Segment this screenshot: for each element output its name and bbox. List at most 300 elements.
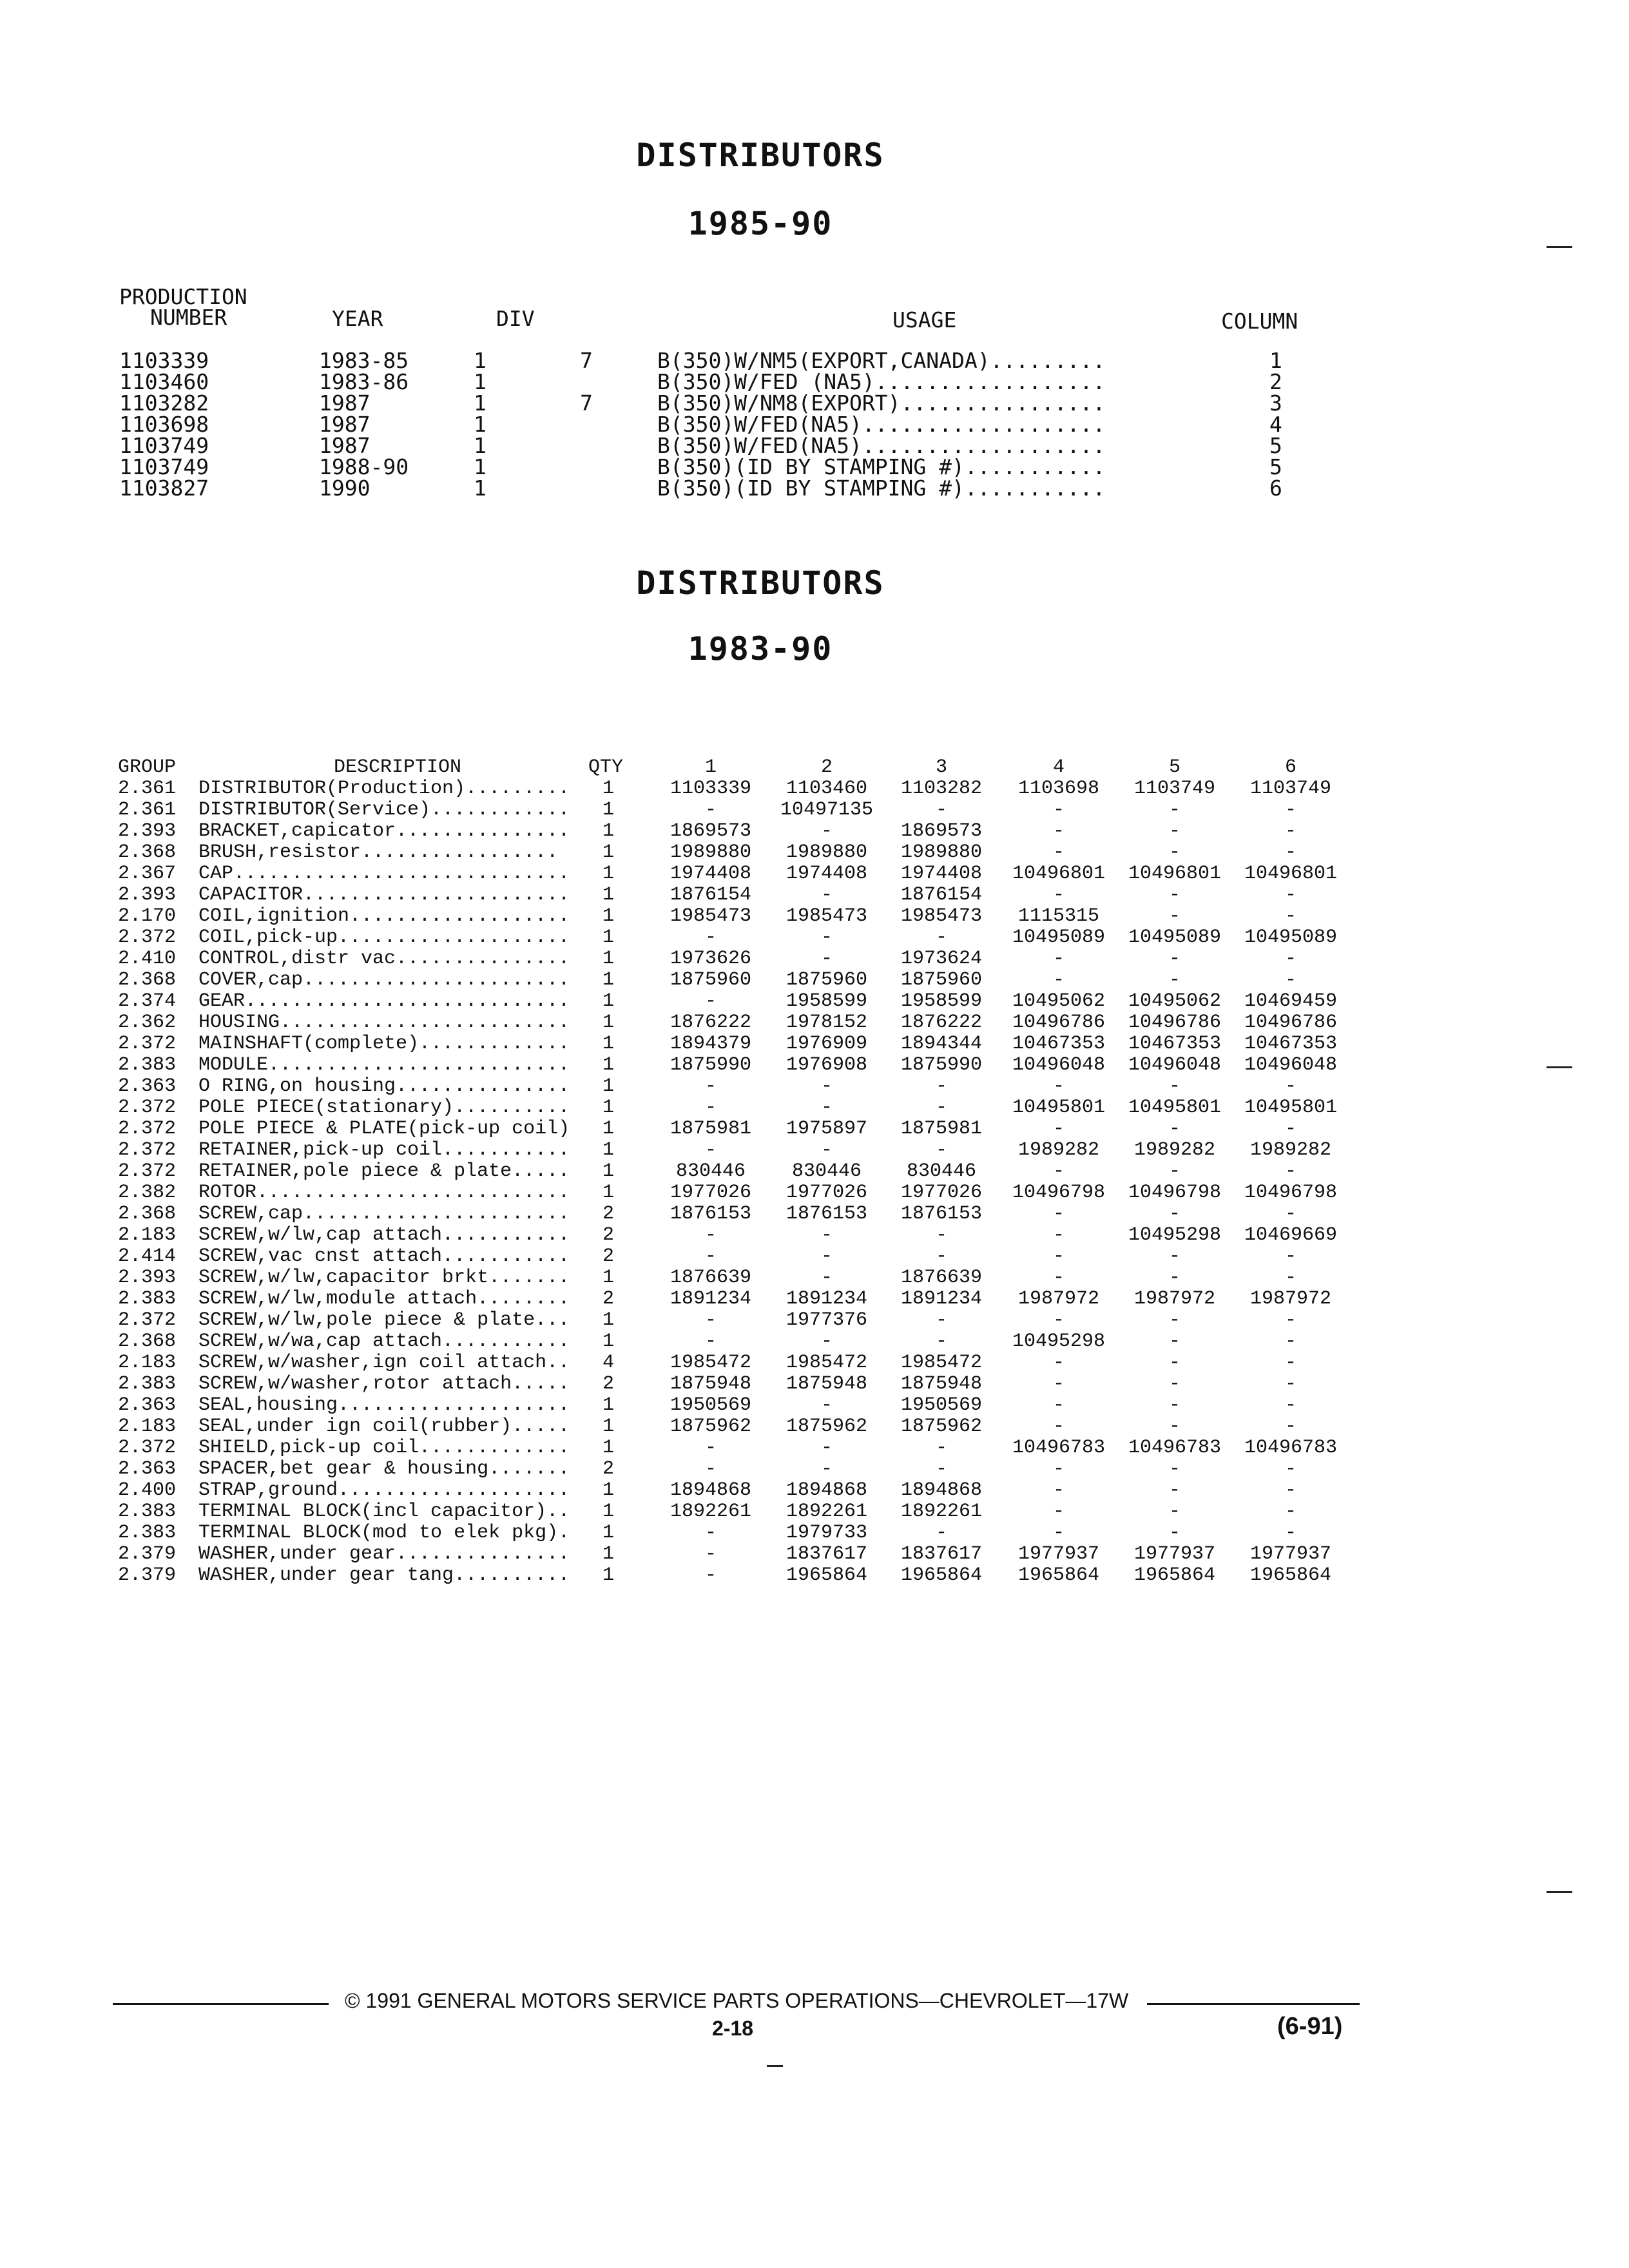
quantity: 2 — [602, 1373, 615, 1395]
col-3-part: 1876153 — [900, 1203, 983, 1225]
col-5-part: - — [1168, 884, 1181, 906]
part-description: MAINSHAFT(complete)............. — [198, 1033, 570, 1055]
col-3-part: 830446 — [906, 1160, 977, 1182]
col-5-part: 10496048 — [1128, 1054, 1222, 1076]
col-3-part: - — [935, 799, 947, 821]
table-row — [118, 1119, 1355, 1140]
col-6-part: - — [1284, 1501, 1296, 1523]
part-description: CONTROL,distr vac............... — [198, 948, 570, 970]
table-row — [118, 1310, 1355, 1331]
col-3-part: 1977026 — [900, 1182, 983, 1204]
table-row — [118, 1331, 1355, 1352]
group-number: 2.368 — [118, 1203, 177, 1225]
quantity: 1 — [602, 927, 615, 948]
col-6-part: - — [1284, 1118, 1296, 1140]
col-3-part: 1837617 — [900, 1543, 983, 1565]
col-6-part: - — [1284, 1522, 1296, 1544]
part-description: POLE PIECE(stationary).......... — [198, 1097, 570, 1119]
table-row — [118, 863, 1355, 885]
col-1-part: - — [704, 1224, 717, 1246]
year: 1983-86 — [319, 369, 409, 394]
col-4-part: 1977937 — [1017, 1543, 1100, 1565]
col-5-part: - — [1168, 1373, 1181, 1395]
col-1-part: - — [704, 1331, 717, 1352]
col-1-part: 1875962 — [670, 1416, 752, 1437]
col-5-part: - — [1168, 1245, 1181, 1267]
part-description: RETAINER,pole piece & plate..... — [198, 1160, 570, 1182]
group-number: 2.363 — [118, 1458, 177, 1480]
part-description: TERMINAL BLOCK(incl capacitor).. — [198, 1501, 570, 1523]
group-number: 2.372 — [118, 1118, 177, 1140]
margin-mark — [1547, 1066, 1572, 1068]
col-1-part: 1103339 — [670, 778, 752, 800]
col-6-part: - — [1284, 799, 1296, 821]
section1-title: DISTRIBUTORS — [636, 137, 885, 174]
col-2-part: - — [820, 1245, 833, 1267]
section1-years: 1985-90 — [688, 205, 833, 242]
col-4-part: - — [1052, 1394, 1065, 1416]
table-row — [118, 1097, 1355, 1119]
part-description: SCREW,cap....................... — [198, 1203, 570, 1225]
group-number: 2.393 — [118, 884, 177, 906]
quantity: 1 — [602, 1182, 615, 1204]
group-number: 2.372 — [118, 1033, 177, 1055]
col-5-part: - — [1168, 948, 1181, 970]
col-3-part: - — [935, 1458, 947, 1480]
col-2-part: - — [820, 1267, 833, 1289]
production-row — [119, 414, 1344, 435]
col-4-part: - — [1052, 1501, 1065, 1523]
part-description: STRAP,ground.................... — [198, 1479, 570, 1501]
col-1-part: 1876639 — [670, 1267, 752, 1289]
table-row — [118, 1437, 1355, 1459]
div: 1 — [474, 390, 487, 416]
group-number: 2.183 — [118, 1224, 177, 1246]
quantity: 1 — [602, 1394, 615, 1416]
table-row — [118, 885, 1355, 906]
table-row — [118, 948, 1355, 970]
footer-rule-right — [1147, 2003, 1360, 2005]
production-row — [119, 392, 1344, 414]
quantity: 1 — [602, 1139, 615, 1161]
div: 1 — [474, 476, 487, 501]
col-6-part: - — [1284, 1245, 1296, 1267]
col-6-part: 10495801 — [1244, 1097, 1338, 1119]
table-row — [118, 906, 1355, 927]
col-3-part: 1103282 — [900, 778, 983, 800]
usage: B(350)W/NM8(EXPORT)................ — [657, 390, 1106, 416]
col-5-part: - — [1168, 1267, 1181, 1289]
col-6-part: - — [1284, 905, 1296, 927]
quantity: 1 — [602, 1331, 615, 1352]
col-5-part: - — [1168, 1118, 1181, 1140]
production-number: 1103749 — [119, 454, 209, 479]
col-2-part: - — [820, 1097, 833, 1119]
parts-header-row — [118, 757, 1355, 778]
col-2-part: - — [820, 1331, 833, 1352]
col-6-part: - — [1284, 1203, 1296, 1225]
col-3-part: 1875962 — [900, 1416, 983, 1437]
group-number: 2.383 — [118, 1522, 177, 1544]
col-2-part: - — [820, 1394, 833, 1416]
col-1-part: 1875960 — [670, 969, 752, 991]
col-1-part: 1869573 — [670, 820, 752, 842]
col-6-part: - — [1284, 1309, 1296, 1331]
header-col-6: 6 — [1284, 756, 1296, 778]
col-1-part: 830446 — [675, 1160, 746, 1182]
group-number: 2.183 — [118, 1352, 177, 1374]
col-3-part: 1876222 — [900, 1012, 983, 1033]
col-4-part: 10495062 — [1012, 990, 1106, 1012]
part-description: SCREW,w/wa,cap attach........... — [198, 1331, 570, 1352]
table-row — [118, 1544, 1355, 1565]
column: 5 — [1269, 433, 1282, 458]
quantity: 1 — [602, 1160, 615, 1182]
header-group: GROUP — [118, 756, 177, 778]
col-5-part: 10496786 — [1128, 1012, 1222, 1033]
part-description: TERMINAL BLOCK(mod to elek pkg). — [198, 1522, 570, 1544]
part-description: SHIELD,pick-up coil............. — [198, 1437, 570, 1459]
col-5-part: 10496798 — [1128, 1182, 1222, 1204]
group-number: 2.368 — [118, 969, 177, 991]
part-description: WASHER,under gear............... — [198, 1543, 570, 1565]
table-row — [118, 1012, 1355, 1033]
col-5-part: 10495298 — [1128, 1224, 1222, 1246]
year: 1987 — [319, 412, 371, 437]
col-1-part: 1894379 — [670, 1033, 752, 1055]
group-number: 2.372 — [118, 1097, 177, 1119]
col-1-part: 1892261 — [670, 1501, 752, 1523]
col-6-part: 10495089 — [1244, 927, 1338, 948]
col-5-part: - — [1168, 1458, 1181, 1480]
quantity: 1 — [602, 1033, 615, 1055]
production-number: 1103282 — [119, 390, 209, 416]
col-4-part: - — [1052, 1373, 1065, 1395]
div: 1 — [474, 369, 487, 394]
table-row — [118, 1033, 1355, 1055]
col-1-part: - — [704, 1437, 717, 1459]
col-4-part: - — [1052, 820, 1065, 842]
col-1-part: - — [704, 1309, 717, 1331]
col-4-part: 10495089 — [1012, 927, 1106, 948]
table-row — [118, 1267, 1355, 1289]
col-5-part: - — [1168, 1501, 1181, 1523]
footer-rule-left — [113, 2003, 329, 2005]
part-description: BRACKET,capicator............... — [198, 820, 570, 842]
usage: B(350)(ID BY STAMPING #)........... — [657, 476, 1106, 501]
col-1-part: 1977026 — [670, 1182, 752, 1204]
part-description: SCREW,w/lw,cap attach........... — [198, 1224, 570, 1246]
col-5-part: - — [1168, 820, 1181, 842]
production-row — [119, 371, 1344, 392]
col-1-part: 1894868 — [670, 1479, 752, 1501]
part-description: CAPACITOR....................... — [198, 884, 570, 906]
quantity: 2 — [602, 1224, 615, 1246]
quantity: 4 — [602, 1352, 615, 1374]
col-6-part: 10469459 — [1244, 990, 1338, 1012]
col-2-part: - — [820, 927, 833, 948]
quantity: 2 — [602, 1245, 615, 1267]
col-5-part: 10495089 — [1128, 927, 1222, 948]
col-6-part: 1989282 — [1249, 1139, 1332, 1161]
col-4-part: - — [1052, 1203, 1065, 1225]
quantity: 1 — [602, 1118, 615, 1140]
col-1-part: 1985473 — [670, 905, 752, 927]
year: 1987 — [319, 390, 371, 416]
table-row — [118, 1501, 1355, 1523]
year: 1983-85 — [319, 348, 409, 373]
group-number: 2.372 — [118, 1160, 177, 1182]
div: 1 — [474, 433, 487, 458]
col-5-part: - — [1168, 1075, 1181, 1097]
col-6-part: 10496801 — [1244, 863, 1338, 885]
group-number: 2.372 — [118, 1139, 177, 1161]
group-number: 2.379 — [118, 1543, 177, 1565]
col-6-part: 10496786 — [1244, 1012, 1338, 1033]
group-number: 2.183 — [118, 1416, 177, 1437]
part-description: ROTOR........................... — [198, 1182, 570, 1204]
col-3-part: - — [935, 1097, 947, 1119]
quantity: 1 — [602, 905, 615, 927]
quantity: 1 — [602, 1309, 615, 1331]
group-number: 2.414 — [118, 1245, 177, 1267]
header-col-3: 3 — [935, 756, 947, 778]
col-3-part: 1875948 — [900, 1373, 983, 1395]
col-2-part: 1876153 — [786, 1203, 868, 1225]
col-6-part: - — [1284, 820, 1296, 842]
col-5-part: 1987972 — [1133, 1288, 1216, 1310]
quantity: 1 — [602, 1522, 615, 1544]
header-usage: USAGE — [892, 307, 957, 332]
col-6-part: 10469669 — [1244, 1224, 1338, 1246]
section2-title: DISTRIBUTORS — [636, 564, 885, 602]
col-5-part: - — [1168, 1160, 1181, 1182]
col-6-part: - — [1284, 948, 1296, 970]
table-row — [118, 1204, 1355, 1225]
col-2-part: - — [820, 1075, 833, 1097]
header-col-5: 5 — [1168, 756, 1181, 778]
col-4-part: - — [1052, 1416, 1065, 1437]
margin-mark — [767, 2065, 783, 2067]
col-2-part: - — [820, 1224, 833, 1246]
footer-page-number: 2-18 — [712, 2017, 754, 2040]
col-6-part: - — [1284, 1458, 1296, 1480]
col-5-part: 10496801 — [1128, 863, 1222, 885]
production-number: 1103698 — [119, 412, 209, 437]
col-5-part: - — [1168, 841, 1181, 863]
part-description: SEAL,under ign coil(rubber)..... — [198, 1416, 570, 1437]
col-3-part: 1985472 — [900, 1352, 983, 1374]
col-4-part: - — [1052, 1245, 1065, 1267]
col-6-part: 1987972 — [1249, 1288, 1332, 1310]
col-6-part: - — [1284, 1160, 1296, 1182]
col-2-part: - — [820, 948, 833, 970]
col-4-part: - — [1052, 948, 1065, 970]
col-4-part: - — [1052, 1160, 1065, 1182]
col-2-part: 1989880 — [786, 841, 868, 863]
col-3-part: 1875960 — [900, 969, 983, 991]
table-row — [118, 1076, 1355, 1097]
column: 6 — [1269, 476, 1282, 501]
col-3-part: 1892261 — [900, 1501, 983, 1523]
group-number: 2.363 — [118, 1075, 177, 1097]
group-number: 2.368 — [118, 841, 177, 863]
quantity: 1 — [602, 1012, 615, 1033]
col-2-part: 1975897 — [786, 1118, 868, 1140]
col-1-part: - — [704, 799, 717, 821]
table-row — [118, 1395, 1355, 1416]
quantity: 1 — [602, 1097, 615, 1119]
col-3-part: 1965864 — [900, 1564, 983, 1586]
col-5-part: - — [1168, 905, 1181, 927]
production-number: 1103827 — [119, 476, 209, 501]
part-description: HOUSING......................... — [198, 1012, 570, 1033]
quantity: 2 — [602, 1288, 615, 1310]
header-col-4: 4 — [1052, 756, 1065, 778]
table-row — [118, 1374, 1355, 1395]
part-description: BRUSH,resistor................. — [198, 841, 559, 863]
col-6-part: - — [1284, 1479, 1296, 1501]
group-number: 2.393 — [118, 820, 177, 842]
usage: B(350)W/FED(NA5)................... — [657, 433, 1106, 458]
col-2-part: 10497135 — [780, 799, 874, 821]
col-2-part: - — [820, 1437, 833, 1459]
col-6-part: - — [1284, 1416, 1296, 1437]
usage: B(350)W/NM5(EXPORT,CANADA)......... — [657, 348, 1106, 373]
col-1-part: 1876153 — [670, 1203, 752, 1225]
table-row — [118, 1140, 1355, 1161]
quantity: 1 — [602, 863, 615, 885]
col-5-part: - — [1168, 969, 1181, 991]
header-production-line2: NUMBER — [150, 305, 227, 330]
col-1-part: 1875948 — [670, 1373, 752, 1395]
col-4-part: - — [1052, 1309, 1065, 1331]
col-4-part: - — [1052, 1075, 1065, 1097]
production-number: 1103749 — [119, 433, 209, 458]
col-1-part: - — [704, 1564, 717, 1586]
part-description: SCREW,w/lw,pole piece & plate... — [198, 1309, 570, 1331]
header-description: DESCRIPTION — [334, 756, 462, 778]
col-4-part: 1115315 — [1017, 905, 1100, 927]
col-5-part: 10495801 — [1128, 1097, 1222, 1119]
section2-years: 1983-90 — [688, 630, 833, 668]
col-4-part: - — [1052, 969, 1065, 991]
col-3-part: 1876154 — [900, 884, 983, 906]
col-4-part: - — [1052, 799, 1065, 821]
part-description: COIL,ignition................... — [198, 905, 570, 927]
col-4-part: 10496786 — [1012, 1012, 1106, 1033]
quantity: 1 — [602, 884, 615, 906]
group-number: 2.383 — [118, 1054, 177, 1076]
group-number: 2.374 — [118, 990, 177, 1012]
footer-copyright: © 1991 GENERAL MOTORS SERVICE PARTS OPERATIONS—CHEVROLET—17W — [345, 1989, 1129, 2012]
col-1-part: 1891234 — [670, 1288, 752, 1310]
quantity: 1 — [602, 841, 615, 863]
col-5-part: 1103749 — [1133, 778, 1216, 800]
col-3-part: 1950569 — [900, 1394, 983, 1416]
usage: B(350)W/FED (NA5).................. — [657, 369, 1106, 394]
part-description: RETAINER,pick-up coil........... — [198, 1139, 570, 1161]
col-3-part: - — [935, 1245, 947, 1267]
table-row — [118, 927, 1355, 948]
col-6-part: 10496798 — [1244, 1182, 1338, 1204]
col-4-part: 1989282 — [1017, 1139, 1100, 1161]
col-3-part: 1875981 — [900, 1118, 983, 1140]
group-number: 2.362 — [118, 1012, 177, 1033]
div: 1 — [474, 412, 487, 437]
year: 1987 — [319, 433, 371, 458]
col-3-part: - — [935, 1331, 947, 1352]
col-3-part: - — [935, 927, 947, 948]
quantity: 1 — [602, 820, 615, 842]
production-table — [119, 284, 1344, 515]
group-number: 2.372 — [118, 927, 177, 948]
group-number: 2.170 — [118, 905, 177, 927]
col-5-part: 10467353 — [1128, 1033, 1222, 1055]
col-3-part: 1985473 — [900, 905, 983, 927]
col-4-part: - — [1052, 1224, 1065, 1246]
col-1-part: - — [704, 1075, 717, 1097]
col-4-part: - — [1052, 1352, 1065, 1374]
col-3-part: 1989880 — [900, 841, 983, 863]
group-number: 2.382 — [118, 1182, 177, 1204]
table-row — [118, 991, 1355, 1012]
production-rows — [119, 350, 1344, 499]
col-6-part: 1103749 — [1249, 778, 1332, 800]
header-col-2: 2 — [820, 756, 833, 778]
table-row — [118, 778, 1355, 800]
col-3-part: 1869573 — [900, 820, 983, 842]
col-1-part: 1985472 — [670, 1352, 752, 1374]
year: 1990 — [319, 476, 371, 501]
col-3-part: 1958599 — [900, 990, 983, 1012]
part-description: CAP............................. — [198, 863, 570, 885]
quantity: 1 — [602, 1564, 615, 1586]
quantity: 1 — [602, 1479, 615, 1501]
quantity: 1 — [602, 1075, 615, 1097]
production-row — [119, 477, 1344, 499]
group-number: 2.383 — [118, 1288, 177, 1310]
table-row — [118, 1523, 1355, 1544]
part-description: DISTRIBUTOR(Service)............ — [198, 799, 570, 821]
group-number: 2.363 — [118, 1394, 177, 1416]
group-number: 2.383 — [118, 1501, 177, 1523]
note: 7 — [580, 390, 593, 416]
quantity: 1 — [602, 1416, 615, 1437]
col-6-part: 10467353 — [1244, 1033, 1338, 1055]
col-1-part: - — [704, 1458, 717, 1480]
part-description: SPACER,bet gear & housing....... — [198, 1458, 570, 1480]
column: 4 — [1269, 412, 1282, 437]
col-1-part: - — [704, 990, 717, 1012]
col-2-part: - — [820, 820, 833, 842]
group-number: 2.361 — [118, 799, 177, 821]
group-number: 2.372 — [118, 1309, 177, 1331]
col-4-part: - — [1052, 1479, 1065, 1501]
col-4-part: 1103698 — [1017, 778, 1100, 800]
col-1-part: 1875990 — [670, 1054, 752, 1076]
col-5-part: 1965864 — [1133, 1564, 1216, 1586]
table-row — [118, 842, 1355, 863]
quantity: 1 — [602, 778, 615, 800]
group-number: 2.361 — [118, 778, 177, 800]
col-6-part: 10496048 — [1244, 1054, 1338, 1076]
column: 2 — [1269, 369, 1282, 394]
quantity: 1 — [602, 1543, 615, 1565]
col-4-part: 10496801 — [1012, 863, 1106, 885]
group-number: 2.367 — [118, 863, 177, 885]
col-4-part: 1987972 — [1017, 1288, 1100, 1310]
